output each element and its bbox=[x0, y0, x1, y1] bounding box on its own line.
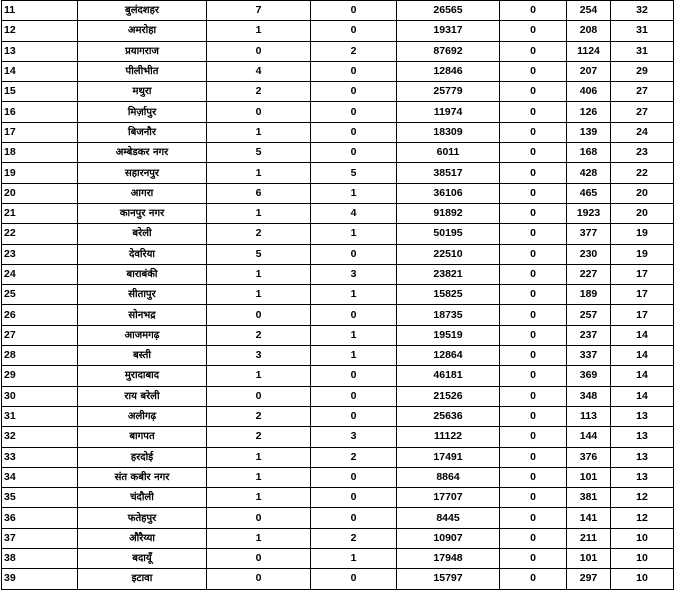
value-cell: 1 bbox=[207, 285, 311, 305]
value-cell: 0 bbox=[500, 224, 567, 244]
serial-number-cell: 26 bbox=[2, 305, 78, 325]
serial-number-cell: 11 bbox=[2, 1, 78, 21]
value-cell: 0 bbox=[500, 1, 567, 21]
serial-number-cell: 24 bbox=[2, 264, 78, 284]
value-cell: 13 bbox=[611, 447, 674, 467]
value-cell: 237 bbox=[567, 325, 611, 345]
district-name-cell: अम्बेडकर नगर bbox=[78, 143, 207, 163]
value-cell: 0 bbox=[500, 386, 567, 406]
value-cell: 5 bbox=[311, 163, 397, 183]
value-cell: 1 bbox=[311, 183, 397, 203]
table-row bbox=[2, 447, 674, 467]
district-name-cell: फतेहपुर bbox=[78, 508, 207, 528]
value-cell: 0 bbox=[311, 21, 397, 41]
value-cell: 0 bbox=[500, 569, 567, 589]
value-cell: 22 bbox=[611, 163, 674, 183]
value-cell: 21526 bbox=[397, 386, 500, 406]
value-cell: 5 bbox=[207, 143, 311, 163]
value-cell: 17491 bbox=[397, 447, 500, 467]
table-body bbox=[2, 1, 674, 590]
value-cell: 0 bbox=[207, 102, 311, 122]
value-cell: 0 bbox=[207, 508, 311, 528]
value-cell: 50195 bbox=[397, 224, 500, 244]
value-cell: 0 bbox=[500, 61, 567, 81]
value-cell: 141 bbox=[567, 508, 611, 528]
table-row bbox=[2, 569, 674, 589]
value-cell: 1 bbox=[207, 21, 311, 41]
value-cell: 0 bbox=[500, 467, 567, 487]
value-cell: 29 bbox=[611, 61, 674, 81]
value-cell: 0 bbox=[207, 549, 311, 569]
value-cell: 381 bbox=[567, 488, 611, 508]
value-cell: 0 bbox=[500, 427, 567, 447]
value-cell: 26565 bbox=[397, 1, 500, 21]
serial-number-cell: 14 bbox=[2, 61, 78, 81]
district-name-cell: हरदोई bbox=[78, 447, 207, 467]
table-row bbox=[2, 41, 674, 61]
value-cell: 113 bbox=[567, 406, 611, 426]
value-cell: 12864 bbox=[397, 346, 500, 366]
serial-number-cell: 33 bbox=[2, 447, 78, 467]
value-cell: 6011 bbox=[397, 143, 500, 163]
value-cell: 377 bbox=[567, 224, 611, 244]
value-cell: 0 bbox=[311, 102, 397, 122]
value-cell: 101 bbox=[567, 467, 611, 487]
value-cell: 25779 bbox=[397, 82, 500, 102]
value-cell: 0 bbox=[500, 244, 567, 264]
value-cell: 36106 bbox=[397, 183, 500, 203]
value-cell: 5 bbox=[207, 244, 311, 264]
serial-number-cell: 34 bbox=[2, 467, 78, 487]
value-cell: 0 bbox=[311, 569, 397, 589]
value-cell: 257 bbox=[567, 305, 611, 325]
district-name-cell: औरैय्या bbox=[78, 528, 207, 548]
serial-number-cell: 27 bbox=[2, 325, 78, 345]
value-cell: 369 bbox=[567, 366, 611, 386]
value-cell: 19519 bbox=[397, 325, 500, 345]
value-cell: 297 bbox=[567, 569, 611, 589]
value-cell: 10 bbox=[611, 528, 674, 548]
value-cell: 14 bbox=[611, 346, 674, 366]
value-cell: 208 bbox=[567, 21, 611, 41]
serial-number-cell: 19 bbox=[2, 163, 78, 183]
district-name-cell: सहारनपुर bbox=[78, 163, 207, 183]
value-cell: 15797 bbox=[397, 569, 500, 589]
value-cell: 13 bbox=[611, 406, 674, 426]
serial-number-cell: 29 bbox=[2, 366, 78, 386]
value-cell: 428 bbox=[567, 163, 611, 183]
table-row bbox=[2, 102, 674, 122]
value-cell: 1 bbox=[311, 549, 397, 569]
value-cell: 1 bbox=[207, 366, 311, 386]
value-cell: 15825 bbox=[397, 285, 500, 305]
value-cell: 31 bbox=[611, 41, 674, 61]
value-cell: 23821 bbox=[397, 264, 500, 284]
table-row bbox=[2, 325, 674, 345]
value-cell: 13 bbox=[611, 467, 674, 487]
value-cell: 1 bbox=[311, 285, 397, 305]
value-cell: 189 bbox=[567, 285, 611, 305]
value-cell: 17 bbox=[611, 285, 674, 305]
table-row bbox=[2, 346, 674, 366]
table-row bbox=[2, 386, 674, 406]
value-cell: 139 bbox=[567, 122, 611, 142]
district-name-cell: बागपत bbox=[78, 427, 207, 447]
serial-number-cell: 17 bbox=[2, 122, 78, 142]
value-cell: 13 bbox=[611, 427, 674, 447]
table-row bbox=[2, 244, 674, 264]
district-name-cell: सीतापुर bbox=[78, 285, 207, 305]
value-cell: 0 bbox=[500, 203, 567, 223]
value-cell: 23 bbox=[611, 143, 674, 163]
district-name-cell: मिर्ज़ापुर bbox=[78, 102, 207, 122]
value-cell: 0 bbox=[311, 82, 397, 102]
value-cell: 1 bbox=[207, 264, 311, 284]
value-cell: 0 bbox=[207, 41, 311, 61]
value-cell: 3 bbox=[207, 346, 311, 366]
table-row bbox=[2, 427, 674, 447]
value-cell: 207 bbox=[567, 61, 611, 81]
value-cell: 0 bbox=[500, 122, 567, 142]
district-name-cell: चंदौली bbox=[78, 488, 207, 508]
value-cell: 0 bbox=[311, 61, 397, 81]
value-cell: 17948 bbox=[397, 549, 500, 569]
value-cell: 12 bbox=[611, 488, 674, 508]
table-row bbox=[2, 203, 674, 223]
value-cell: 10 bbox=[611, 569, 674, 589]
value-cell: 12 bbox=[611, 508, 674, 528]
value-cell: 1 bbox=[207, 163, 311, 183]
value-cell: 1124 bbox=[567, 41, 611, 61]
value-cell: 31 bbox=[611, 21, 674, 41]
district-name-cell: संत कबीर नगर bbox=[78, 467, 207, 487]
district-name-cell: बुलंदशहर bbox=[78, 1, 207, 21]
value-cell: 20 bbox=[611, 203, 674, 223]
table-row bbox=[2, 163, 674, 183]
serial-number-cell: 16 bbox=[2, 102, 78, 122]
value-cell: 230 bbox=[567, 244, 611, 264]
value-cell: 101 bbox=[567, 549, 611, 569]
value-cell: 20 bbox=[611, 183, 674, 203]
value-cell: 10 bbox=[611, 549, 674, 569]
district-name-cell: सोनभद्र bbox=[78, 305, 207, 325]
value-cell: 0 bbox=[500, 163, 567, 183]
value-cell: 0 bbox=[500, 325, 567, 345]
serial-number-cell: 39 bbox=[2, 569, 78, 589]
district-name-cell: कानपुर नगर bbox=[78, 203, 207, 223]
district-name-cell: आगरा bbox=[78, 183, 207, 203]
table-row bbox=[2, 143, 674, 163]
serial-number-cell: 18 bbox=[2, 143, 78, 163]
value-cell: 0 bbox=[311, 508, 397, 528]
value-cell: 211 bbox=[567, 528, 611, 548]
value-cell: 0 bbox=[500, 82, 567, 102]
table-row bbox=[2, 549, 674, 569]
serial-number-cell: 21 bbox=[2, 203, 78, 223]
serial-number-cell: 12 bbox=[2, 21, 78, 41]
table-row bbox=[2, 264, 674, 284]
table-row bbox=[2, 488, 674, 508]
value-cell: 168 bbox=[567, 143, 611, 163]
value-cell: 2 bbox=[207, 427, 311, 447]
value-cell: 6 bbox=[207, 183, 311, 203]
district-name-cell: प्रयागराज bbox=[78, 41, 207, 61]
value-cell: 11122 bbox=[397, 427, 500, 447]
value-cell: 0 bbox=[500, 143, 567, 163]
value-cell: 18735 bbox=[397, 305, 500, 325]
value-cell: 4 bbox=[207, 61, 311, 81]
value-cell: 1 bbox=[207, 467, 311, 487]
value-cell: 0 bbox=[500, 285, 567, 305]
value-cell: 0 bbox=[311, 386, 397, 406]
district-name-cell: आजमगढ़ bbox=[78, 325, 207, 345]
value-cell: 0 bbox=[500, 21, 567, 41]
serial-number-cell: 37 bbox=[2, 528, 78, 548]
value-cell: 14 bbox=[611, 386, 674, 406]
table-row bbox=[2, 366, 674, 386]
value-cell: 1 bbox=[311, 224, 397, 244]
district-name-cell: बदायूँ bbox=[78, 549, 207, 569]
district-name-cell: पीलीभीत bbox=[78, 61, 207, 81]
value-cell: 0 bbox=[207, 569, 311, 589]
value-cell: 14 bbox=[611, 366, 674, 386]
value-cell: 0 bbox=[500, 305, 567, 325]
value-cell: 0 bbox=[311, 122, 397, 142]
value-cell: 0 bbox=[311, 305, 397, 325]
district-name-cell: अलीगढ़ bbox=[78, 406, 207, 426]
value-cell: 8864 bbox=[397, 467, 500, 487]
value-cell: 144 bbox=[567, 427, 611, 447]
value-cell: 2 bbox=[311, 447, 397, 467]
value-cell: 17 bbox=[611, 264, 674, 284]
value-cell: 25636 bbox=[397, 406, 500, 426]
district-name-cell: बिजनौर bbox=[78, 122, 207, 142]
value-cell: 14 bbox=[611, 325, 674, 345]
value-cell: 1 bbox=[207, 488, 311, 508]
value-cell: 18309 bbox=[397, 122, 500, 142]
value-cell: 0 bbox=[500, 549, 567, 569]
value-cell: 0 bbox=[311, 1, 397, 21]
table-row bbox=[2, 224, 674, 244]
value-cell: 337 bbox=[567, 346, 611, 366]
value-cell: 0 bbox=[311, 366, 397, 386]
value-cell: 2 bbox=[207, 82, 311, 102]
value-cell: 1 bbox=[207, 528, 311, 548]
value-cell: 3 bbox=[311, 427, 397, 447]
value-cell: 0 bbox=[311, 143, 397, 163]
value-cell: 12846 bbox=[397, 61, 500, 81]
serial-number-cell: 15 bbox=[2, 82, 78, 102]
value-cell: 0 bbox=[500, 366, 567, 386]
value-cell: 22510 bbox=[397, 244, 500, 264]
table-row bbox=[2, 508, 674, 528]
table-row bbox=[2, 61, 674, 81]
district-name-cell: इटावा bbox=[78, 569, 207, 589]
value-cell: 0 bbox=[311, 467, 397, 487]
value-cell: 4 bbox=[311, 203, 397, 223]
table-row bbox=[2, 406, 674, 426]
serial-number-cell: 31 bbox=[2, 406, 78, 426]
serial-number-cell: 13 bbox=[2, 41, 78, 61]
serial-number-cell: 30 bbox=[2, 386, 78, 406]
district-name-cell: मुरादाबाद bbox=[78, 366, 207, 386]
table-row bbox=[2, 305, 674, 325]
value-cell: 11974 bbox=[397, 102, 500, 122]
value-cell: 0 bbox=[311, 488, 397, 508]
district-name-cell: बरेली bbox=[78, 224, 207, 244]
district-name-cell: बस्ती bbox=[78, 346, 207, 366]
value-cell: 17 bbox=[611, 305, 674, 325]
value-cell: 0 bbox=[500, 346, 567, 366]
value-cell: 2 bbox=[207, 325, 311, 345]
value-cell: 0 bbox=[500, 488, 567, 508]
value-cell: 3 bbox=[311, 264, 397, 284]
serial-number-cell: 22 bbox=[2, 224, 78, 244]
value-cell: 1 bbox=[207, 203, 311, 223]
value-cell: 87692 bbox=[397, 41, 500, 61]
serial-number-cell: 38 bbox=[2, 549, 78, 569]
value-cell: 2 bbox=[311, 528, 397, 548]
serial-number-cell: 25 bbox=[2, 285, 78, 305]
district-name-cell: अमरोहा bbox=[78, 21, 207, 41]
table-row bbox=[2, 1, 674, 21]
value-cell: 0 bbox=[500, 41, 567, 61]
value-cell: 348 bbox=[567, 386, 611, 406]
value-cell: 1923 bbox=[567, 203, 611, 223]
table-row bbox=[2, 528, 674, 548]
table-row bbox=[2, 467, 674, 487]
value-cell: 1 bbox=[311, 325, 397, 345]
table-row bbox=[2, 285, 674, 305]
value-cell: 0 bbox=[500, 183, 567, 203]
value-cell: 24 bbox=[611, 122, 674, 142]
value-cell: 227 bbox=[567, 264, 611, 284]
value-cell: 19317 bbox=[397, 21, 500, 41]
value-cell: 126 bbox=[567, 102, 611, 122]
value-cell: 406 bbox=[567, 82, 611, 102]
value-cell: 465 bbox=[567, 183, 611, 203]
value-cell: 0 bbox=[500, 102, 567, 122]
serial-number-cell: 23 bbox=[2, 244, 78, 264]
district-name-cell: बाराबंकी bbox=[78, 264, 207, 284]
serial-number-cell: 36 bbox=[2, 508, 78, 528]
value-cell: 91892 bbox=[397, 203, 500, 223]
value-cell: 38517 bbox=[397, 163, 500, 183]
value-cell: 0 bbox=[500, 406, 567, 426]
district-name-cell: देवरिया bbox=[78, 244, 207, 264]
value-cell: 2 bbox=[207, 224, 311, 244]
value-cell: 7 bbox=[207, 1, 311, 21]
value-cell: 1 bbox=[207, 447, 311, 467]
value-cell: 0 bbox=[207, 305, 311, 325]
value-cell: 27 bbox=[611, 82, 674, 102]
value-cell: 46181 bbox=[397, 366, 500, 386]
value-cell: 32 bbox=[611, 1, 674, 21]
value-cell: 0 bbox=[500, 264, 567, 284]
value-cell: 17707 bbox=[397, 488, 500, 508]
table-row bbox=[2, 82, 674, 102]
value-cell: 10907 bbox=[397, 528, 500, 548]
district-name-cell: राय बरेली bbox=[78, 386, 207, 406]
value-cell: 0 bbox=[311, 244, 397, 264]
serial-number-cell: 28 bbox=[2, 346, 78, 366]
value-cell: 19 bbox=[611, 244, 674, 264]
table-row bbox=[2, 183, 674, 203]
value-cell: 27 bbox=[611, 102, 674, 122]
value-cell: 1 bbox=[311, 346, 397, 366]
value-cell: 0 bbox=[207, 386, 311, 406]
value-cell: 254 bbox=[567, 1, 611, 21]
value-cell: 0 bbox=[500, 508, 567, 528]
district-name-cell: मथुरा bbox=[78, 82, 207, 102]
serial-number-cell: 32 bbox=[2, 427, 78, 447]
serial-number-cell: 20 bbox=[2, 183, 78, 203]
value-cell: 0 bbox=[311, 406, 397, 426]
serial-number-cell: 35 bbox=[2, 488, 78, 508]
value-cell: 0 bbox=[500, 447, 567, 467]
district-data-table bbox=[1, 0, 674, 590]
value-cell: 2 bbox=[207, 406, 311, 426]
value-cell: 19 bbox=[611, 224, 674, 244]
value-cell: 1 bbox=[207, 122, 311, 142]
value-cell: 8445 bbox=[397, 508, 500, 528]
table-row bbox=[2, 21, 674, 41]
table-row bbox=[2, 122, 674, 142]
value-cell: 376 bbox=[567, 447, 611, 467]
value-cell: 0 bbox=[500, 528, 567, 548]
value-cell: 2 bbox=[311, 41, 397, 61]
